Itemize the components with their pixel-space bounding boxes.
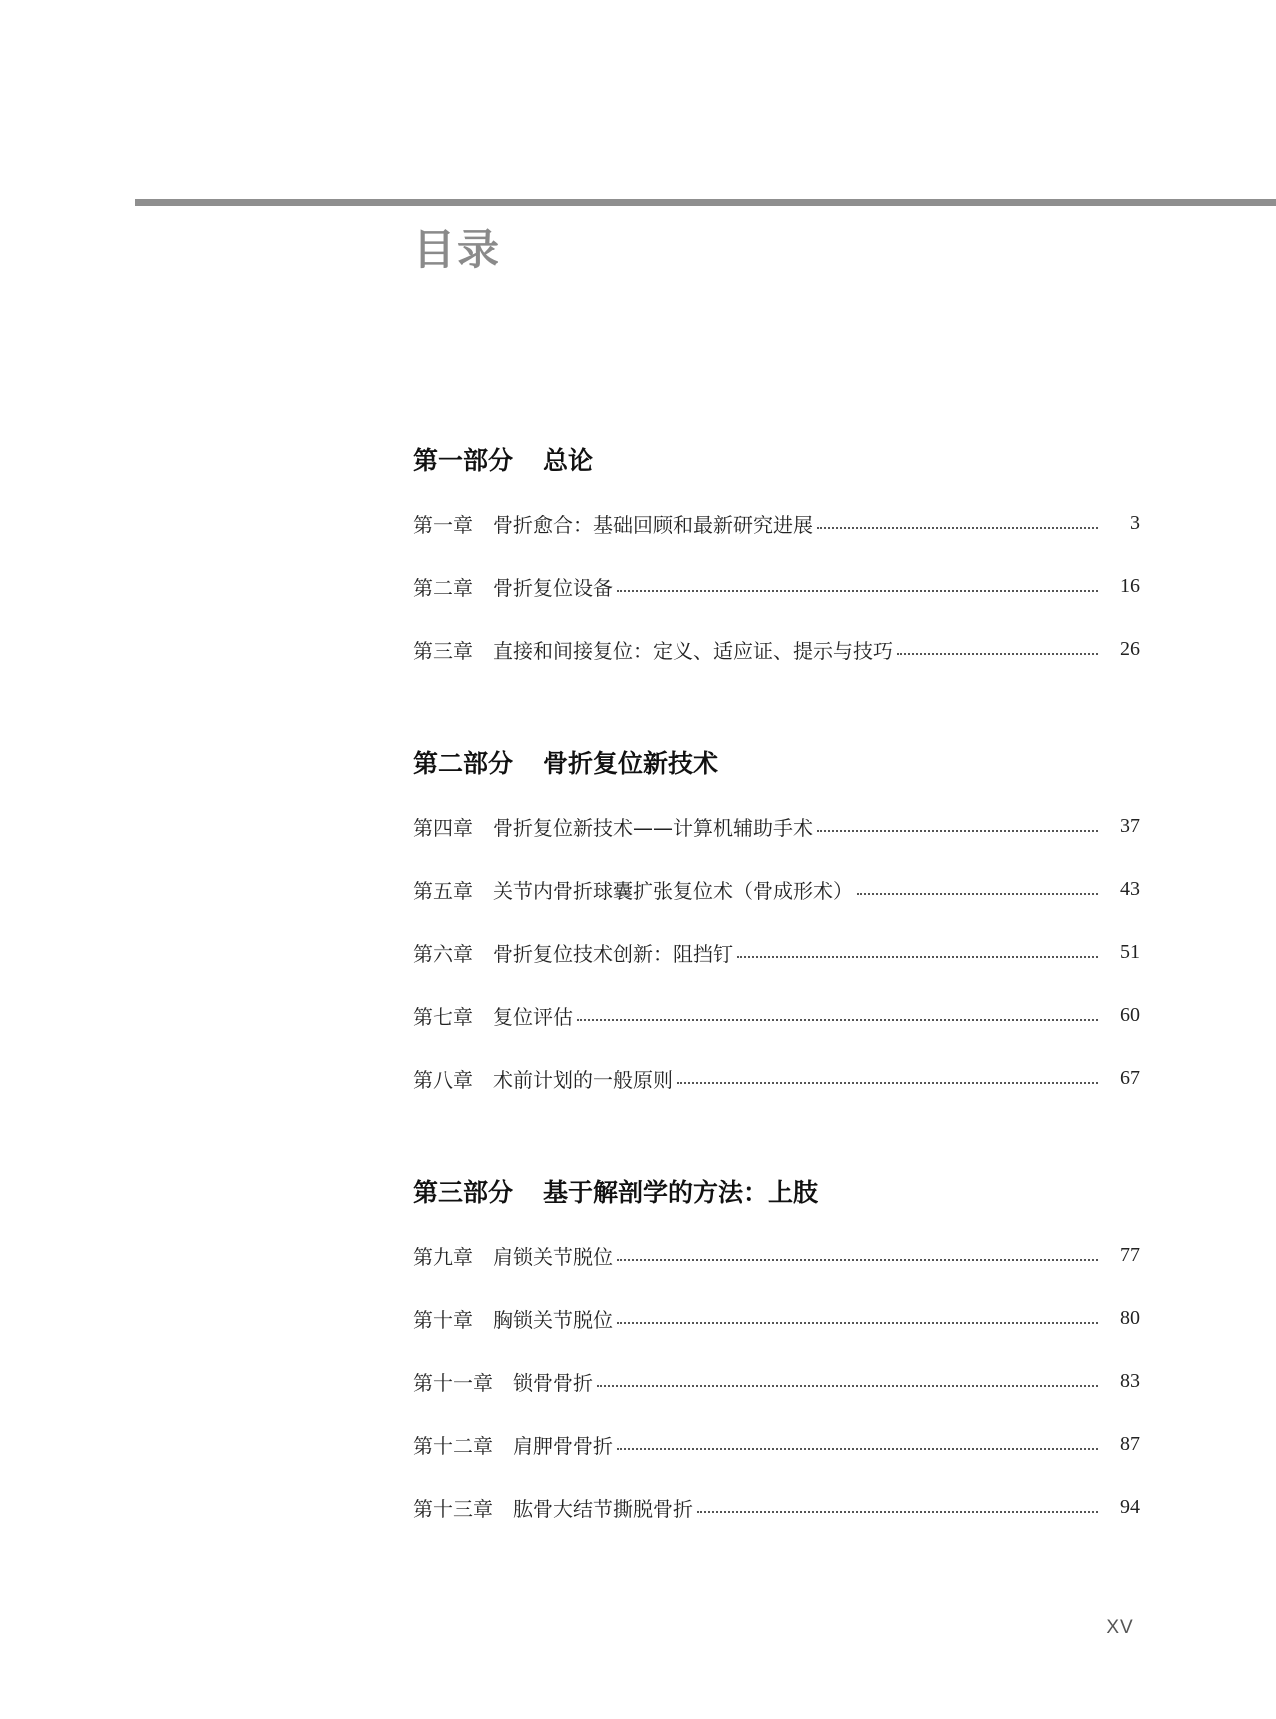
chapter-title: 肩胛骨骨折 <box>513 1434 613 1458</box>
part-name: 基于解剖学的方法：上肢 <box>543 1178 819 1207</box>
chapter-number: 第七章 <box>413 1005 473 1029</box>
dot-leader <box>617 1259 1098 1261</box>
page-number: 94 <box>1120 1496 1140 1518</box>
chapter-title: 关节内骨折球囊扩张复位术（骨成形术） <box>493 879 853 903</box>
page-number: 80 <box>1120 1307 1140 1329</box>
chapter-title: 肱骨大结节撕脱骨折 <box>513 1497 693 1521</box>
dot-leader <box>677 1082 1098 1084</box>
toc-entry[interactable] <box>413 618 1140 681</box>
chapter-number: 第一章 <box>413 513 473 537</box>
chapter-title: 术前计划的一般原则 <box>493 1068 673 1092</box>
part-number: 第一部分 <box>413 446 514 475</box>
dot-leader <box>617 1448 1098 1450</box>
header-rule <box>135 199 1276 206</box>
dot-leader <box>737 956 1098 958</box>
dot-leader <box>697 1511 1098 1513</box>
table-of-contents <box>413 430 1140 1591</box>
part-1 <box>413 430 1140 681</box>
chapter-number: 第四章 <box>413 816 473 840</box>
chapter-title: 复位评估 <box>493 1005 573 1029</box>
chapter-title: 直接和间接复位：定义、适应证、提示与技巧 <box>493 639 893 663</box>
toc-entry[interactable] <box>413 921 1140 984</box>
toc-entry[interactable] <box>413 492 1140 555</box>
chapter-title: 骨折复位新技术——计算机辅助手术 <box>493 816 813 840</box>
toc-entry[interactable] <box>413 1476 1140 1539</box>
chapter-title: 骨折复位设备 <box>493 576 613 600</box>
chapter-number: 第十三章 <box>413 1497 493 1521</box>
page-number: 87 <box>1120 1433 1140 1455</box>
toc-entry[interactable] <box>413 984 1140 1047</box>
dot-leader <box>617 590 1098 592</box>
page-number: 60 <box>1120 1004 1140 1026</box>
dot-leader <box>617 1322 1098 1324</box>
chapter-number: 第五章 <box>413 879 473 903</box>
chapter-title: 锁骨骨折 <box>513 1371 593 1395</box>
dot-leader <box>857 893 1098 895</box>
toc-entry[interactable] <box>413 1224 1140 1287</box>
chapter-number: 第九章 <box>413 1245 473 1269</box>
page-number: 16 <box>1120 575 1140 597</box>
page-title: 目录 <box>413 225 502 274</box>
part-number: 第二部分 <box>413 749 514 778</box>
chapter-title: 肩锁关节脱位 <box>493 1245 613 1269</box>
page-number: 43 <box>1120 878 1140 900</box>
part-heading <box>413 733 1140 795</box>
dot-leader <box>577 1019 1098 1021</box>
dot-leader <box>597 1385 1098 1387</box>
part-heading <box>413 430 1140 492</box>
part-3 <box>413 1162 1140 1539</box>
toc-entry[interactable] <box>413 1413 1140 1476</box>
page-number: 26 <box>1120 638 1140 660</box>
chapter-number: 第十二章 <box>413 1434 493 1458</box>
toc-entry[interactable] <box>413 795 1140 858</box>
chapter-title: 骨折复位技术创新：阻挡钉 <box>493 942 733 966</box>
part-number: 第三部分 <box>413 1178 514 1207</box>
page-number: 83 <box>1120 1370 1140 1392</box>
dot-leader <box>817 830 1098 832</box>
page-number: 3 <box>1130 512 1140 534</box>
toc-entry[interactable] <box>413 1047 1140 1110</box>
page-number: 77 <box>1120 1244 1140 1266</box>
part-heading <box>413 1162 1140 1224</box>
part-name: 骨折复位新技术 <box>543 749 719 778</box>
toc-entry[interactable] <box>413 858 1140 921</box>
toc-entry[interactable] <box>413 555 1140 618</box>
page-folio: XV <box>1106 1617 1134 1638</box>
dot-leader <box>897 653 1098 655</box>
chapter-title: 胸锁关节脱位 <box>493 1308 613 1332</box>
toc-entry[interactable] <box>413 1287 1140 1350</box>
page-number: 37 <box>1120 815 1140 837</box>
part-name: 总论 <box>543 446 594 475</box>
chapter-number: 第三章 <box>413 639 473 663</box>
chapter-number: 第八章 <box>413 1068 473 1092</box>
page-number: 67 <box>1120 1067 1140 1089</box>
chapter-number: 第二章 <box>413 576 473 600</box>
toc-entry[interactable] <box>413 1350 1140 1413</box>
dot-leader <box>817 527 1098 529</box>
chapter-title: 骨折愈合：基础回顾和最新研究进展 <box>493 513 813 537</box>
page-number: 51 <box>1120 941 1140 963</box>
chapter-number: 第六章 <box>413 942 473 966</box>
chapter-number: 第十章 <box>413 1308 473 1332</box>
part-2 <box>413 733 1140 1110</box>
chapter-number: 第十一章 <box>413 1371 493 1395</box>
